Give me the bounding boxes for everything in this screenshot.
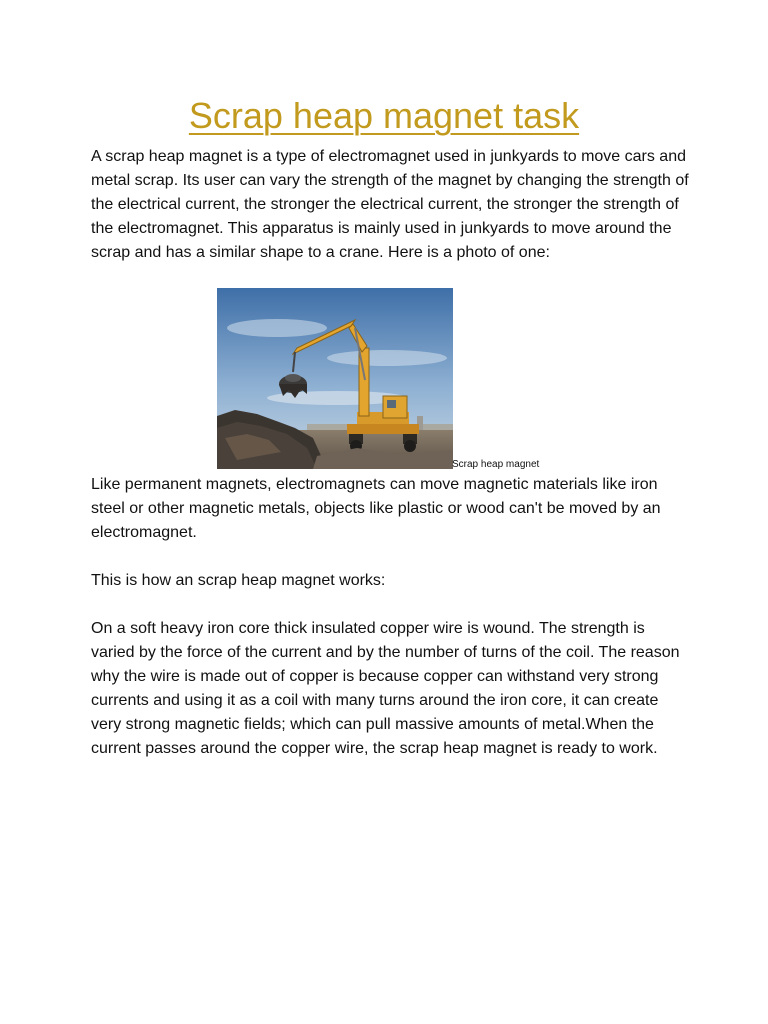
scrap-heap-magnet-photo [217, 288, 453, 469]
photo-caption: Scrap heap magnet [452, 459, 540, 470]
intro-paragraph: A scrap heap magnet is a type of electromagnet used in junkyards to move cars and metal scrap. Its user can vary the strength of the magnet by changing the strength of the electrical current, the stronger the electrical current, the stronger the strength of the electromagnet. This apparatus is mainly used in junkyards to move around the scrap and has a similar shape to a crane. Here is a photo of one: [91, 148, 689, 261]
permanent-magnets-paragraph: Like permanent magnets, electromagnets can move magnetic materials like iron steel or other magnetic metals, objects like plastic or wood can't be moved by an electromagnet. [91, 476, 661, 541]
document-title: Scrap heap magnet task [188, 95, 580, 136]
how-it-works-heading: This is how an scrap heap magnet works: [91, 572, 386, 589]
mechanism-paragraph: On a soft heavy iron core thick insulated copper wire is wound. The strength is varied by the force of the current and by the number of turns of the coil. The reason why the wire is made out of copper is because copper can withstand very strong currents and using it as a coil with many turns around the iron core, it can create very strong magnetic fields; which can pull massive amounts of metal.When the current passes around the copper wire, the scrap heap magnet is ready to work. [91, 620, 680, 757]
